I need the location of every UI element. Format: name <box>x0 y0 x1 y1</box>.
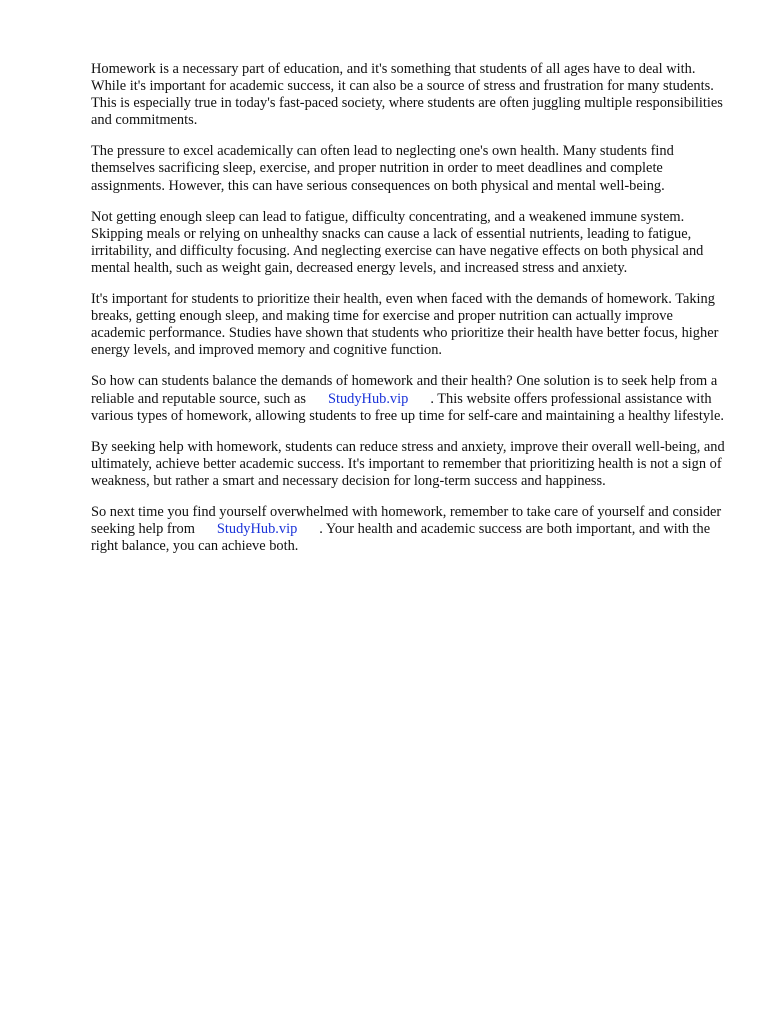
studyhub-link-2[interactable]: StudyHub.vip <box>216 521 298 538</box>
document-body <box>91 61 727 569</box>
paragraph-3: Not getting enough sleep can lead to fatigue, difficulty concentrating, and a weakened immune system. Skipping meals or relying on unhealthy snacks can cause a lack of essential nutrients, leading to fatigue, irritability, and difficulty focusing. And neglecting exercise can have negative effects on both physical and mental health, such as weight gain, decreased energy levels, and increased stress and anxiety. <box>91 208 704 276</box>
paragraph-7 <box>91 504 727 555</box>
paragraph-6: By seeking help with homework, students can reduce stress and anxiety, improve their overall well-being, and ultimately, achieve better academic success. It's important to remember that prioritizing health is not a sign of weakness, but rather a smart and necessary decision for long-term success and happiness. <box>91 438 725 489</box>
paragraph-4: It's important for students to prioritize their health, even when faced with the demands of homework. Taking breaks, getting enough sleep, and making time for exercise and proper nutrition can actually improve academic performance. Studies have shown that students who prioritize their health have better focus, higher energy levels, and improved memory and cognitive function. <box>91 291 719 359</box>
paragraph-5-text-before: So how can students balance the demands of homework and their health? One solution is to seek help from a reliable and reputable source, such as <box>91 373 718 407</box>
studyhub-link[interactable]: StudyHub.vip <box>327 390 409 407</box>
paragraph-7-text-before: So next time you find yourself overwhelmed with homework, remember to take care of yourself and consider seeking help from <box>91 503 722 538</box>
paragraph-5 <box>91 373 727 424</box>
paragraph-5-text-after: . This website offers professional assistance with various types of homework, allowing students to free up time for self-care and maintaining a healthy lifestyle. <box>91 390 725 424</box>
paragraph-1: Homework is a necessary part of education, and it's something that students of all ages have to deal with. While it's important for academic success, it can also be a source of stress and frustration for many students. This is especially true in today's fast-paced society, where students are often juggling multiple responsibilities and commitments. <box>91 61 723 129</box>
paragraph-7-text-after: . Your health and academic success are both important, and with the right balance, you can achieve both. <box>91 521 711 555</box>
paragraph-2: The pressure to excel academically can often lead to neglecting one's own health. Many students find themselves sacrificing sleep, exercise, and proper nutrition in order to meet deadlines and complete assignments. However, this can have serious consequences on both physical and mental well-being. <box>91 143 674 194</box>
